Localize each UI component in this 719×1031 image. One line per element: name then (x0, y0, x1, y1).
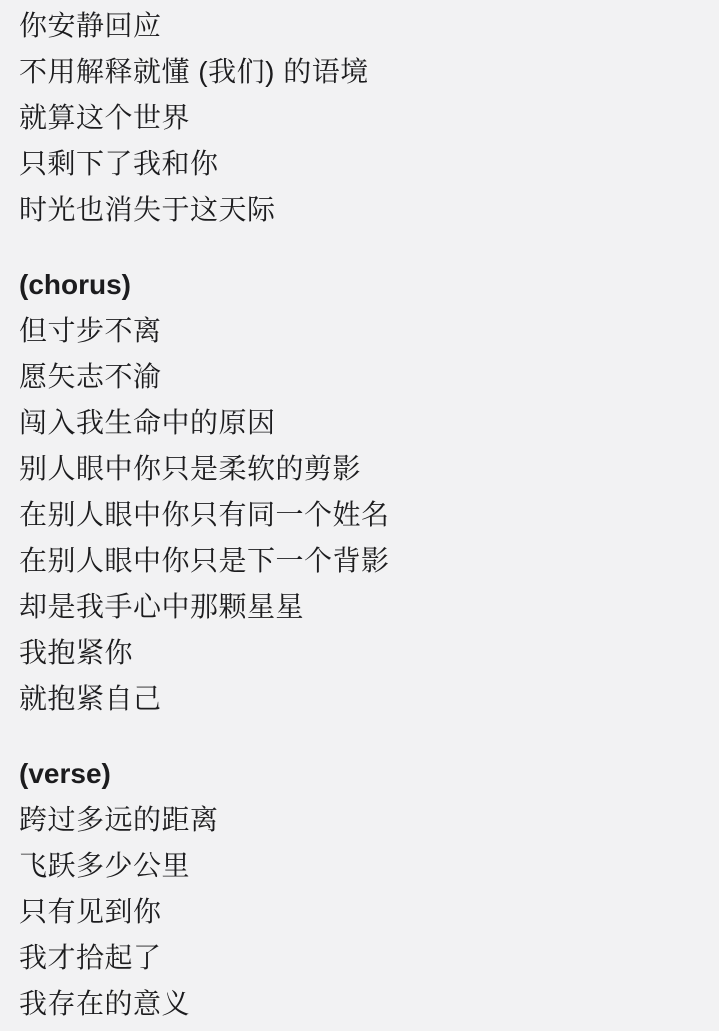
lyric-line: 跨过多远的距离 (19, 804, 219, 835)
lyric-line: 时光也消失于这天际 (19, 194, 276, 225)
lyric-line: 却是我手心中那颗星星 (19, 591, 305, 622)
lyric-line: 不用解释就懂 (我们) 的语境 (19, 56, 369, 87)
section-header-chorus: (chorus) (19, 269, 131, 300)
section-header-verse: (verse) (19, 758, 111, 789)
stanza-verse (19, 751, 707, 1027)
lyric-line: 就抱紧自己 (19, 683, 162, 714)
lyric-line: 但寸步不离 (19, 315, 162, 346)
lyric-line: 在别人眼中你只是下一个背影 (19, 545, 390, 576)
lyric-line: 我抱紧你 (19, 637, 134, 668)
lyric-line: 愿矢志不渝 (19, 361, 162, 392)
lyric-line: 别人眼中你只是柔软的剪影 (19, 453, 362, 484)
stanza-chorus (19, 262, 707, 722)
lyric-line: 你安静回应 (19, 10, 162, 41)
lyric-line: 我存在的意义 (19, 988, 191, 1019)
lyric-line: 闯入我生命中的原因 (19, 407, 276, 438)
lyric-line: 就算这个世界 (19, 102, 191, 133)
lyric-line: 在别人眼中你只有同一个姓名 (19, 499, 390, 530)
lyric-line: 只剩下了我和你 (19, 148, 219, 179)
lyric-line: 飞跃多少公里 (19, 850, 191, 881)
lyric-line: 只有见到你 (19, 896, 162, 927)
lyric-line: 我才拾起了 (19, 942, 162, 973)
stanza-intro (19, 3, 707, 233)
